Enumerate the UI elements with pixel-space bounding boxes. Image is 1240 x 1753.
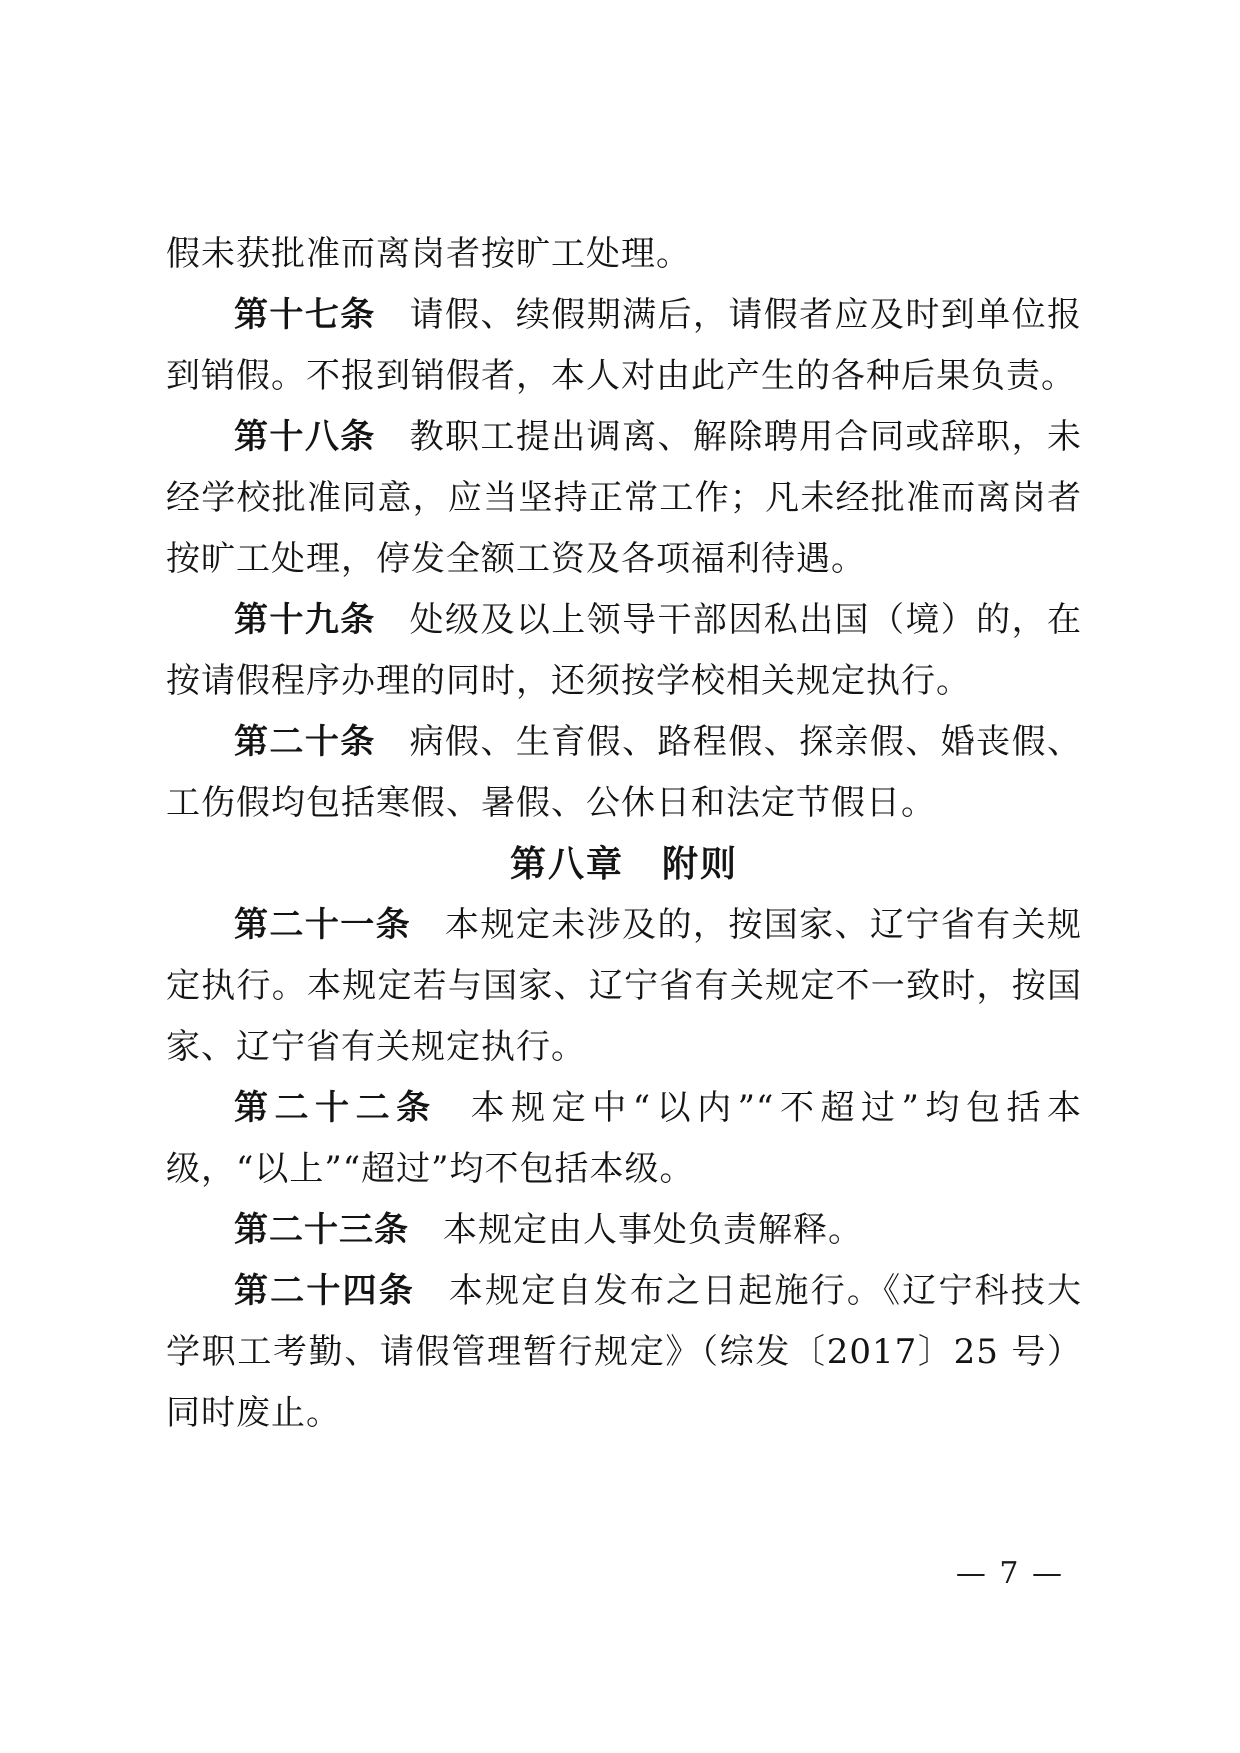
article-24-text: 本规定自发布之日起施行。《辽宁科技大学职工考勤、请假管理暂行规定》（综发〔2017〕25 号）同时废止。 — [166, 1271, 1083, 1433]
page-number: — 7 — — [955, 1556, 1064, 1591]
article-20-text: 病假、生育假、路程假、探亲假、婚丧假、工伤假均包括寒假、暑假、公休日和法定节假日。 — [166, 722, 1083, 823]
article-23-number: 第二十三条 — [234, 1210, 409, 1250]
article-21-number: 第二十一条 — [234, 905, 412, 945]
document-body — [166, 224, 1082, 1444]
article-17 — [166, 285, 1082, 407]
article-22 — [166, 1078, 1082, 1200]
chapter-heading: 第八章 附则 — [509, 844, 738, 885]
paragraph-continuation: 假未获批准而离岗者按旷工处理。 — [166, 234, 691, 274]
article-20-number: 第二十条 — [234, 722, 376, 762]
article-18 — [166, 407, 1082, 590]
article-19 — [166, 590, 1082, 712]
article-20 — [166, 712, 1082, 834]
article-21-text: 本规定未涉及的，按国家、辽宁省有关规定执行。本规定若与国家、辽宁省有关规定不一致时，按国家、辽宁省有关规定执行。 — [166, 905, 1083, 1067]
article-23 — [166, 1200, 1082, 1261]
article-23-text: 本规定由人事处负责解释。 — [443, 1210, 863, 1250]
article-19-text: 处级及以上领导干部因私出国（境）的，在按请假程序办理的同时，还须按学校相关规定执行。 — [166, 600, 1083, 701]
article-22-text: 本规定中“以内”“不超过”均包括本级，“以上”“超过”均不包括本级。 — [166, 1088, 1083, 1189]
article-24 — [166, 1261, 1082, 1444]
article-17-number: 第十七条 — [234, 295, 376, 335]
article-22-number: 第二十二条 — [234, 1088, 437, 1128]
article-18-text: 教职工提出调离、解除聘用合同或辞职，未经学校批准同意，应当坚持正常工作；凡未经批准而离岗者按旷工处理，停发全额工资及各项福利待遇。 — [166, 417, 1083, 579]
article-21 — [166, 895, 1082, 1078]
article-17-text: 请假、续假期满后，请假者应及时到单位报到销假。不报到销假者，本人对由此产生的各种后果负责。 — [166, 295, 1083, 396]
article-24-number: 第二十四条 — [234, 1271, 415, 1311]
article-19-number: 第十九条 — [234, 600, 376, 640]
article-18-number: 第十八条 — [234, 417, 376, 457]
